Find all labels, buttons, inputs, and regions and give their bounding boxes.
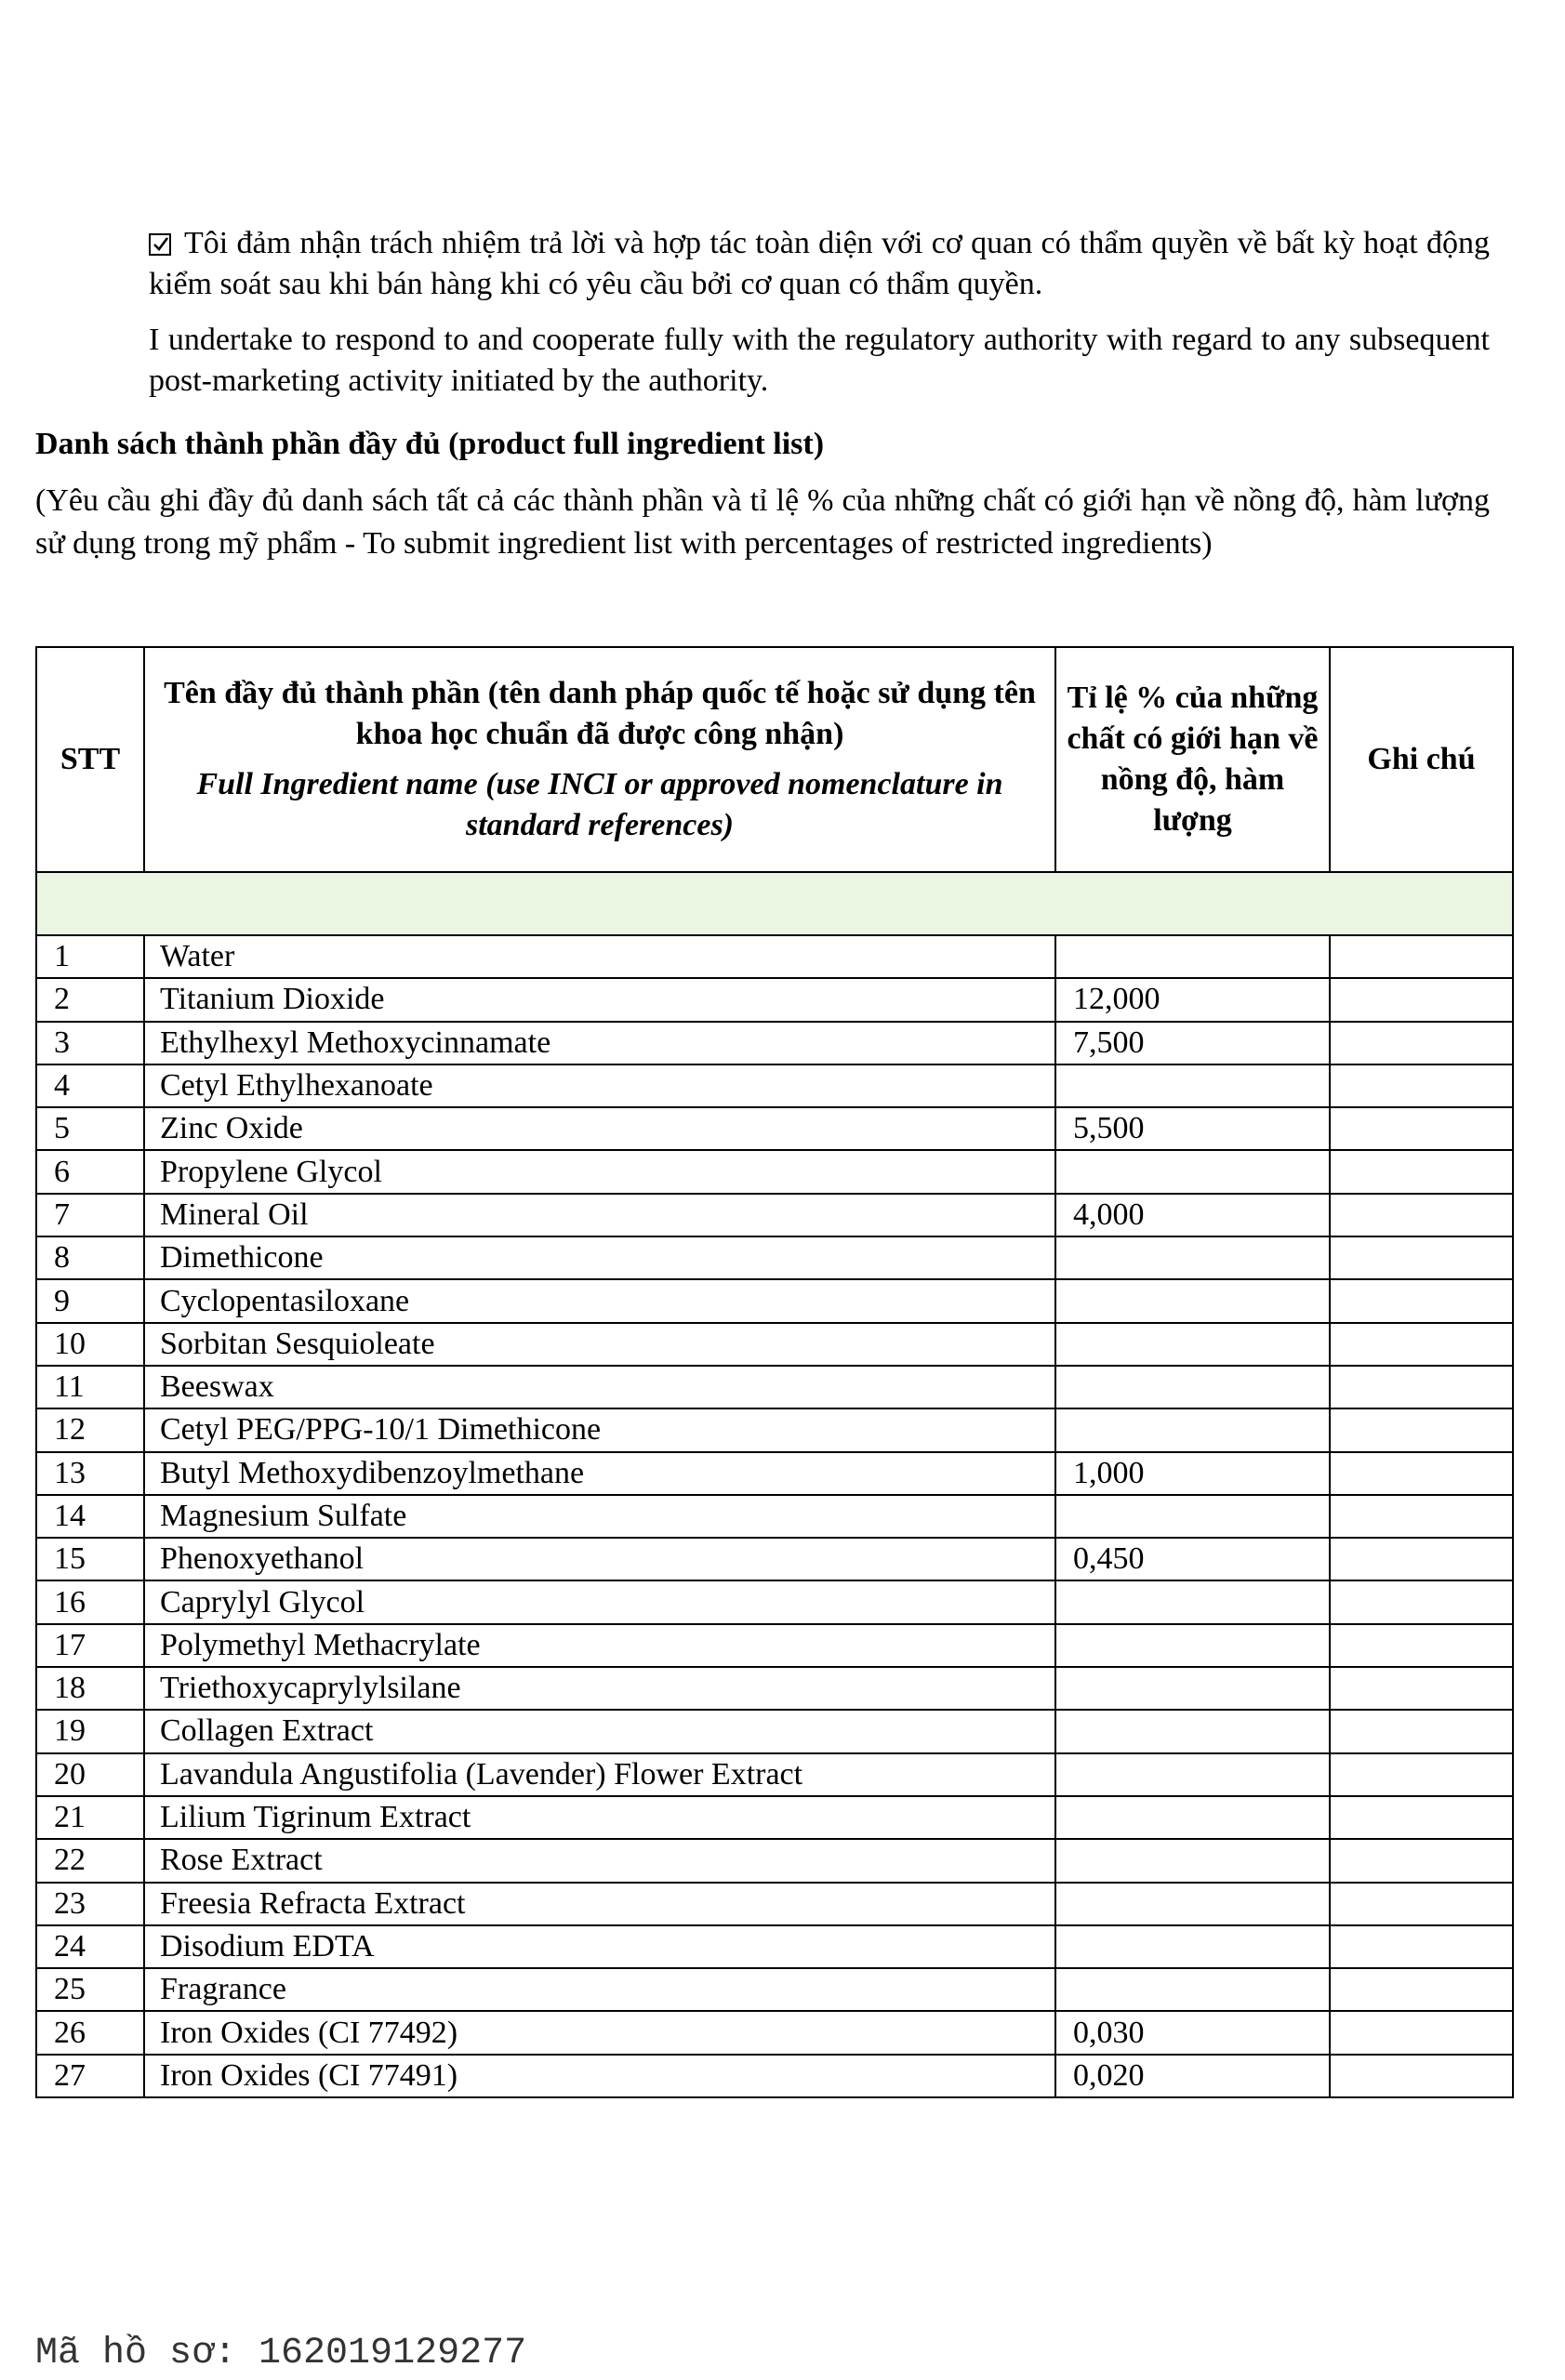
percent-cell — [1055, 1064, 1330, 1107]
percent-cell — [1055, 1968, 1330, 2011]
note-cell — [1330, 1495, 1513, 1538]
note-cell — [1330, 1194, 1513, 1236]
percent-cell — [1055, 1150, 1330, 1193]
ingredient-name-cell: Caprylyl Glycol — [144, 1580, 1055, 1623]
percent-cell: 0,450 — [1055, 1538, 1330, 1580]
note-cell — [1330, 1796, 1513, 1839]
table-row — [36, 1710, 1513, 1752]
table-row — [36, 1839, 1513, 1882]
ingredient-name-cell: Disodium EDTA — [144, 1925, 1055, 1968]
note-cell — [1330, 1710, 1513, 1752]
stt-cell: 18 — [36, 1667, 144, 1710]
stt-cell: 17 — [36, 1624, 144, 1667]
ingredient-name-cell: Titanium Dioxide — [144, 978, 1055, 1021]
table-row — [36, 1796, 1513, 1839]
stt-cell: 9 — [36, 1279, 144, 1322]
header-ingredient-name — [144, 647, 1055, 872]
table-row — [36, 1580, 1513, 1623]
ingredient-name-cell: Magnesium Sulfate — [144, 1495, 1055, 1538]
note-cell — [1330, 1839, 1513, 1882]
header-name-en: Full Ingredient name (use INCI or approved nomenclature in standard references) — [196, 767, 1003, 842]
percent-cell — [1055, 1796, 1330, 1839]
stt-cell: 16 — [36, 1580, 144, 1623]
table-row — [36, 2055, 1513, 2097]
ingredient-name-cell: Dimethicone — [144, 1236, 1055, 1279]
stt-cell: 15 — [36, 1538, 144, 1580]
section-title: Danh sách thành phần đầy đủ (product full ingredient list) — [35, 427, 825, 461]
ingredient-name-cell: Water — [144, 935, 1055, 978]
note-cell — [1330, 1022, 1513, 1064]
percent-cell — [1055, 1495, 1330, 1538]
ingredient-name-cell: Fragrance — [144, 1968, 1055, 2011]
table-row — [36, 2011, 1513, 2054]
green-band-row — [36, 872, 1513, 935]
table-header-row — [36, 647, 1513, 872]
note-cell — [1330, 978, 1513, 1021]
ingredient-name-cell: Propylene Glycol — [144, 1150, 1055, 1193]
stt-cell: 14 — [36, 1495, 144, 1538]
note-cell — [1330, 1236, 1513, 1279]
commitment-vi-text: Tôi đảm nhận trách nhiệm trả lời và hợp tác toàn diện với cơ quan có thẩm quyền về bất kỳ hoạt động kiểm soát sau khi bán hàng khi có yêu cầu bởi cơ quan có thẩm quyền. — [149, 226, 1490, 301]
commitment-en: I undertake to respond to and cooperate fully with the regulatory authority with regard to any subsequent post-marketing activity initiated by the authority. — [149, 323, 1490, 398]
checked-checkbox-icon — [149, 233, 171, 256]
table-row — [36, 1495, 1513, 1538]
percent-cell — [1055, 1925, 1330, 1968]
header-note: Ghi chú — [1330, 647, 1513, 872]
stt-cell: 10 — [36, 1323, 144, 1366]
table-row — [36, 1408, 1513, 1451]
percent-cell — [1055, 1624, 1330, 1667]
note-cell — [1330, 1538, 1513, 1580]
note-cell — [1330, 1408, 1513, 1451]
percent-cell: 0,020 — [1055, 2055, 1330, 2097]
note-cell — [1330, 1107, 1513, 1150]
table-row — [36, 1538, 1513, 1580]
table-row — [36, 1667, 1513, 1710]
ingredient-name-cell: Collagen Extract — [144, 1710, 1055, 1752]
percent-cell: 0,030 — [1055, 2011, 1330, 2054]
stt-cell: 13 — [36, 1452, 144, 1495]
ingredient-name-cell: Cyclopentasiloxane — [144, 1279, 1055, 1322]
percent-cell — [1055, 1580, 1330, 1623]
header-name-vi: Tên đầy đủ thành phần (tên danh pháp quốc tế hoặc sử dụng tên khoa học chuẩn đã được công nhận) — [164, 676, 1036, 751]
ingredient-name-cell: Iron Oxides (CI 77491) — [144, 2055, 1055, 2097]
commitment-vi — [149, 223, 1490, 305]
green-band-cell — [36, 872, 1513, 935]
ingredient-name-cell: Ethylhexyl Methoxycinnamate — [144, 1022, 1055, 1064]
table-row — [36, 1064, 1513, 1107]
note-cell — [1330, 1624, 1513, 1667]
table-row — [36, 1883, 1513, 1925]
section-note: (Yêu cầu ghi đầy đủ danh sách tất cả các thành phần và tỉ lệ % của những chất có giới hạn về nồng độ, hàm lượng sử dụng trong mỹ phẩm - To submit ingredient list with percentages of restricted ingredients) — [35, 483, 1490, 561]
note-cell — [1330, 935, 1513, 978]
percent-cell — [1055, 935, 1330, 978]
ingredient-name-cell: Phenoxyethanol — [144, 1538, 1055, 1580]
stt-cell: 24 — [36, 1925, 144, 1968]
percent-cell: 12,000 — [1055, 978, 1330, 1021]
table-row — [36, 1279, 1513, 1322]
stt-cell: 4 — [36, 1064, 144, 1107]
percent-cell — [1055, 1236, 1330, 1279]
ingredient-name-cell: Cetyl Ethylhexanoate — [144, 1064, 1055, 1107]
percent-cell — [1055, 1279, 1330, 1322]
percent-cell — [1055, 1753, 1330, 1796]
note-cell — [1330, 1452, 1513, 1495]
table-row — [36, 1323, 1513, 1366]
stt-cell: 25 — [36, 1968, 144, 2011]
header-stt: STT — [36, 647, 144, 872]
table-row — [36, 1236, 1513, 1279]
table-row — [36, 1194, 1513, 1236]
stt-cell: 20 — [36, 1753, 144, 1796]
note-cell — [1330, 1925, 1513, 1968]
ingredient-name-cell: Lilium Tigrinum Extract — [144, 1796, 1055, 1839]
stt-cell: 21 — [36, 1796, 144, 1839]
ingredient-name-cell: Cetyl PEG/PPG-10/1 Dimethicone — [144, 1408, 1055, 1451]
stt-cell: 23 — [36, 1883, 144, 1925]
stt-cell: 5 — [36, 1107, 144, 1150]
stt-cell: 22 — [36, 1839, 144, 1882]
ingredient-name-cell: Freesia Refracta Extract — [144, 1883, 1055, 1925]
percent-cell — [1055, 1323, 1330, 1366]
stt-cell: 3 — [36, 1022, 144, 1064]
note-cell — [1330, 1279, 1513, 1322]
note-cell — [1330, 2011, 1513, 2054]
percent-cell: 7,500 — [1055, 1022, 1330, 1064]
table-row — [36, 935, 1513, 978]
stt-cell: 6 — [36, 1150, 144, 1193]
percent-cell: 5,500 — [1055, 1107, 1330, 1150]
note-cell — [1330, 1753, 1513, 1796]
stt-cell: 12 — [36, 1408, 144, 1451]
header-percent: Tỉ lệ % của những chất có giới hạn về nồng độ, hàm lượng — [1055, 647, 1330, 872]
table-row — [36, 1452, 1513, 1495]
stt-cell: 1 — [36, 935, 144, 978]
percent-cell — [1055, 1710, 1330, 1752]
percent-cell: 4,000 — [1055, 1194, 1330, 1236]
note-cell — [1330, 1064, 1513, 1107]
stt-cell: 26 — [36, 2011, 144, 2054]
note-cell — [1330, 1150, 1513, 1193]
table-row — [36, 1022, 1513, 1064]
table-row — [36, 1753, 1513, 1796]
percent-cell: 1,000 — [1055, 1452, 1330, 1495]
note-cell — [1330, 1667, 1513, 1710]
stt-cell: 7 — [36, 1194, 144, 1236]
stt-cell: 27 — [36, 2055, 144, 2097]
note-cell — [1330, 1968, 1513, 2011]
percent-cell — [1055, 1366, 1330, 1408]
table-row — [36, 1925, 1513, 1968]
ingredient-name-cell: Butyl Methoxydibenzoylmethane — [144, 1452, 1055, 1495]
percent-cell — [1055, 1667, 1330, 1710]
commitment-block — [149, 223, 1490, 416]
stt-cell: 2 — [36, 978, 144, 1021]
note-cell — [1330, 1366, 1513, 1408]
ingredient-name-cell: Lavandula Angustifolia (Lavender) Flower Extract — [144, 1753, 1055, 1796]
ingredient-name-cell: Rose Extract — [144, 1839, 1055, 1882]
percent-cell — [1055, 1408, 1330, 1451]
ingredient-name-cell: Zinc Oxide — [144, 1107, 1055, 1150]
ingredient-name-cell: Beeswax — [144, 1366, 1055, 1408]
stt-cell: 11 — [36, 1366, 144, 1408]
table-row — [36, 1366, 1513, 1408]
note-cell — [1330, 2055, 1513, 2097]
stt-cell: 8 — [36, 1236, 144, 1279]
table-row — [36, 1150, 1513, 1193]
ingredient-name-cell: Triethoxycaprylylsilane — [144, 1667, 1055, 1710]
table-row — [36, 978, 1513, 1021]
note-cell — [1330, 1883, 1513, 1925]
ingredient-name-cell: Sorbitan Sesquioleate — [144, 1323, 1055, 1366]
table-row — [36, 1968, 1513, 2011]
ingredient-name-cell: Polymethyl Methacrylate — [144, 1624, 1055, 1667]
stt-cell: 19 — [36, 1710, 144, 1752]
ingredient-name-cell: Mineral Oil — [144, 1194, 1055, 1236]
note-cell — [1330, 1580, 1513, 1623]
table-row — [36, 1624, 1513, 1667]
ingredient-table — [35, 646, 1514, 2098]
ingredient-name-cell: Iron Oxides (CI 77492) — [144, 2011, 1055, 2054]
dossier-code: Mã hồ sơ: 162019129277 — [35, 2333, 527, 2374]
table-row — [36, 1107, 1513, 1150]
note-cell — [1330, 1323, 1513, 1366]
percent-cell — [1055, 1839, 1330, 1882]
percent-cell — [1055, 1883, 1330, 1925]
